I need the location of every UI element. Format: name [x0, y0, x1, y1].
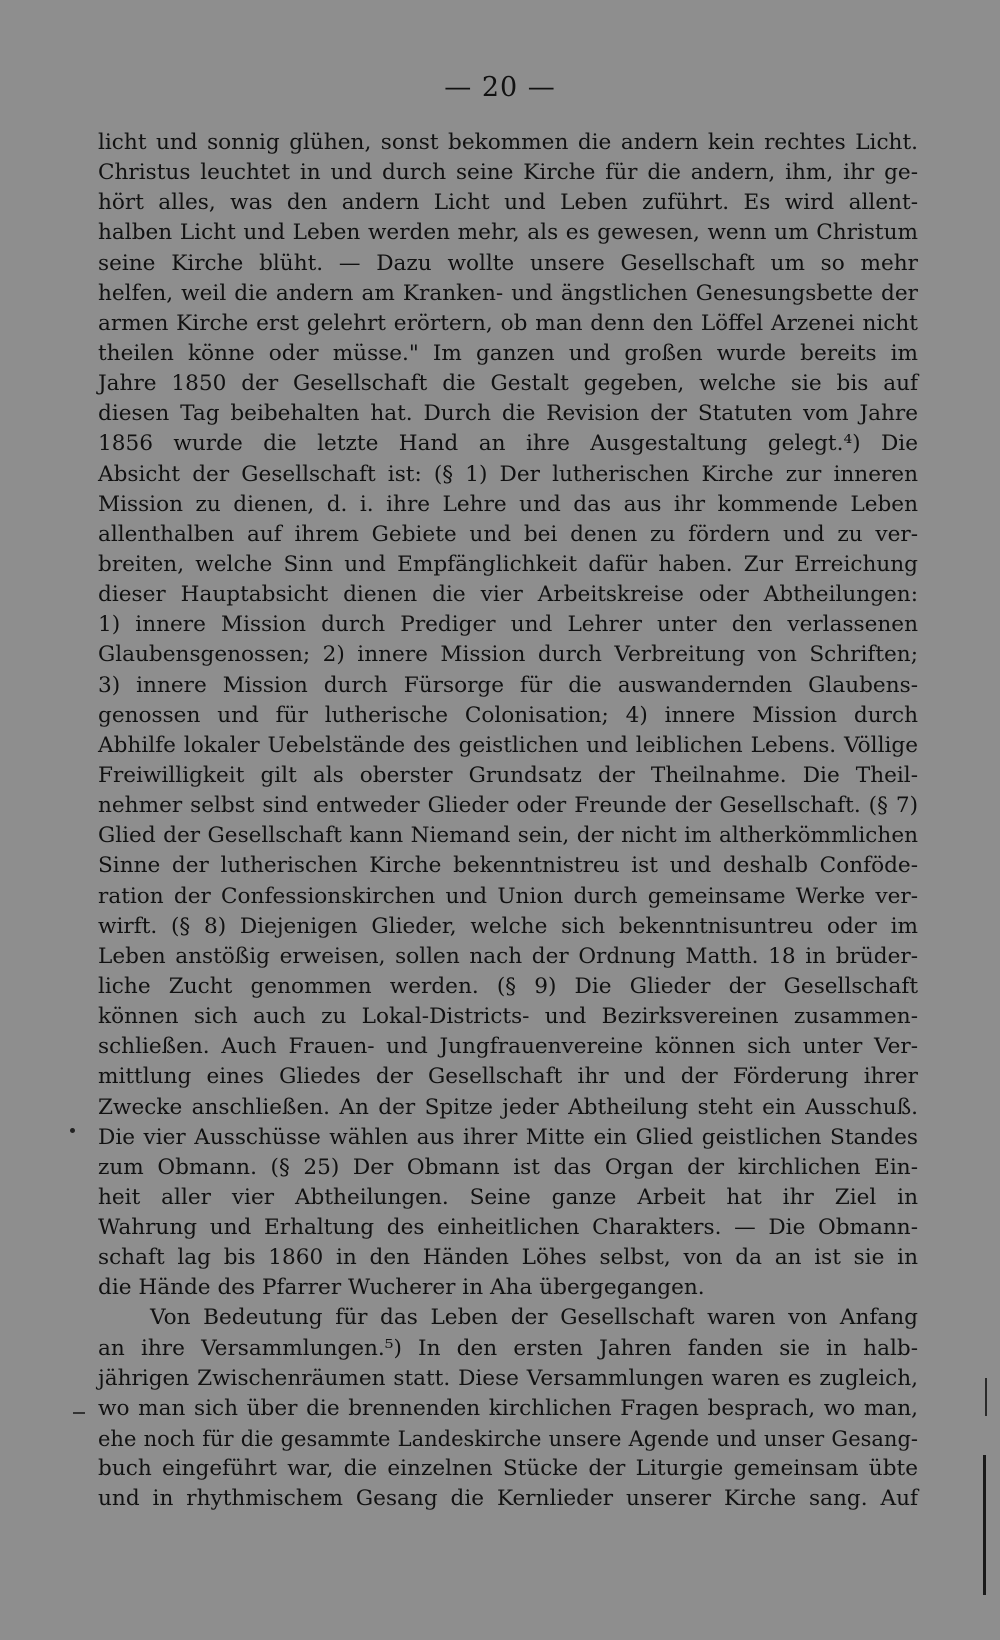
text-line: an ihre Versammlungen.⁵) In den ersten Jahren fanden sie in halb- — [98, 1335, 918, 1361]
text-line: halben Licht und Leben werden mehr, als es gewesen, wenn um Christum — [98, 220, 918, 246]
text-line: buch eingeführt war, die einzelnen Stücke der Liturgie gemeinsam übte — [98, 1456, 918, 1482]
text-line: wo man sich über die brennenden kirchlichen Fragen besprach, wo man, — [98, 1395, 918, 1421]
text-line: Sinne der lutherischen Kirche bekenntnistreu ist und deshalb Conföde- — [98, 853, 918, 879]
text-line: diesen Tag beibehalten hat. Durch die Revision der Statuten vom Jahre — [98, 401, 918, 427]
text-line: Glied der Gesellschaft kann Niemand sein, der nicht im altherkömmlichen — [98, 823, 918, 849]
text-line: licht und sonnig glühen, sonst bekommen die andern kein rechtes Licht. — [98, 130, 918, 155]
text-line: Absicht der Gesellschaft ist: (§ 1) Der lutherischen Kirche zur inneren — [98, 461, 918, 487]
text-line: wirft. (§ 8) Diejenigen Glieder, welche sich bekenntnisuntreu oder im — [98, 913, 918, 939]
text-line: 1) innere Mission durch Prediger und Lehrer unter den verlassenen — [98, 612, 918, 638]
text-line: Die vier Ausschüsse wählen aus ihrer Mitte ein Glied geistlichen Standes — [98, 1124, 918, 1150]
text-line: ration der Confessionskirchen und Union durch gemeinsame Werke ver- — [98, 883, 918, 909]
text-line: schaft lag bis 1860 in den Händen Löhes selbst, von da an ist sie in — [98, 1245, 918, 1271]
text-line: Jahre 1850 der Gesellschaft die Gestalt gegeben, welche sie bis auf — [98, 371, 918, 397]
text-line: genossen und für lutherische Colonisation; 4) innere Mission durch — [98, 702, 918, 728]
text-line: Abhilfe lokaler Uebelstände des geistlichen und leiblichen Lebens. Völlige — [98, 732, 918, 758]
text-line: und in rhythmischem Gesang die Kernlieder unserer Kirche sang. Auf — [98, 1486, 918, 1512]
text-line: Freiwilligkeit gilt als oberster Grundsatz der Theilnahme. Die Theil- — [98, 762, 918, 788]
text-line: breiten, welche Sinn und Empfänglichkeit dafür haben. Zur Erreichung — [98, 551, 918, 577]
text-line: liche Zucht genommen werden. (§ 9) Die Glieder der Gesellschaft — [98, 973, 918, 999]
text-line: Zwecke anschließen. An der Spitze jeder Abtheilung steht ein Ausschuß. — [98, 1094, 918, 1120]
text-line: 3) innere Mission durch Fürsorge für die auswandernden Glaubens- — [98, 672, 918, 698]
text-line: Mission zu dienen, d. i. ihre Lehre und das aus ihr kommende Leben — [98, 491, 918, 517]
body-text — [98, 128, 918, 1514]
text-line: mittlung eines Gliedes der Gesellschaft ihr und der Förderung ihrer — [98, 1064, 918, 1090]
text-line: dieser Hauptabsicht dienen die vier Arbeitskreise oder Abtheilungen: — [98, 582, 918, 608]
text-line: Christus leuchtet in und durch seine Kirche für die andern, ihm, ihr ge- — [98, 160, 918, 186]
margin-dot — [70, 1128, 75, 1133]
text-line: können sich auch zu Lokal-Districts- und Bezirksvereinen zusammen- — [98, 1004, 918, 1030]
text-line: theilen könne oder müsse." Im ganzen und großen wurde bereits im — [98, 340, 918, 366]
text-line: nehmer selbst sind entweder Glieder oder Freunde der Gesellschaft. (§ 7) — [98, 793, 918, 819]
paragraph-start-line: Von Bedeutung für das Leben der Gesellschaft waren von Anfang — [150, 1305, 918, 1331]
text-line: Wahrung und Erhaltung des einheitlichen Charakters. — Die Obmann- — [98, 1215, 918, 1241]
text-line: schließen. Auch Frauen- und Jungfrauenvereine können sich unter Ver- — [98, 1034, 918, 1060]
text-line: jährigen Zwischenräumen statt. Diese Versammlungen waren es zugleich, — [98, 1365, 918, 1391]
text-line: Leben anstößig erweisen, sollen nach der Ordnung Matth. 18 in brüder- — [98, 943, 918, 969]
text-line: seine Kirche blüht. — Dazu wollte unsere Gesellschaft um so mehr — [98, 250, 918, 276]
text-line: die Hände des Pfarrer Wucherer in Aha übergegangen. — [98, 1275, 705, 1301]
text-line: Glaubensgenossen; 2) innere Mission durch Verbreitung von Schriften; — [98, 642, 918, 668]
text-line: allenthalben auf ihrem Gebiete und bei denen zu fördern und zu ver- — [98, 521, 918, 547]
text-line: zum Obmann. (§ 25) Der Obmann ist das Organ der kirchlichen Ein- — [98, 1154, 918, 1180]
margin-dash — [73, 1412, 85, 1414]
text-line: heit aller vier Abtheilungen. Seine ganze Arbeit hat ihr Ziel in — [98, 1184, 918, 1210]
text-line: ehe noch für die gesammte Landeskirche unsere Agende und unser Gesang- — [98, 1427, 918, 1452]
page-edge-mark — [985, 1378, 987, 1416]
text-line: 1856 wurde die letzte Hand an ihre Ausgestaltung gelegt.⁴) Die — [98, 431, 918, 457]
text-line: armen Kirche erst gelehrt erörtern, ob man denn den Löffel Arzenei nicht — [98, 310, 918, 336]
text-line: hört alles, was den andern Licht und Leben zuführt. Es wird allent- — [98, 190, 918, 216]
page-number: — 20 — — [444, 72, 556, 103]
text-line: helfen, weil die andern am Kranken- und ängstlichen Genesungsbette der — [98, 280, 918, 306]
page-edge-mark — [983, 1455, 986, 1595]
